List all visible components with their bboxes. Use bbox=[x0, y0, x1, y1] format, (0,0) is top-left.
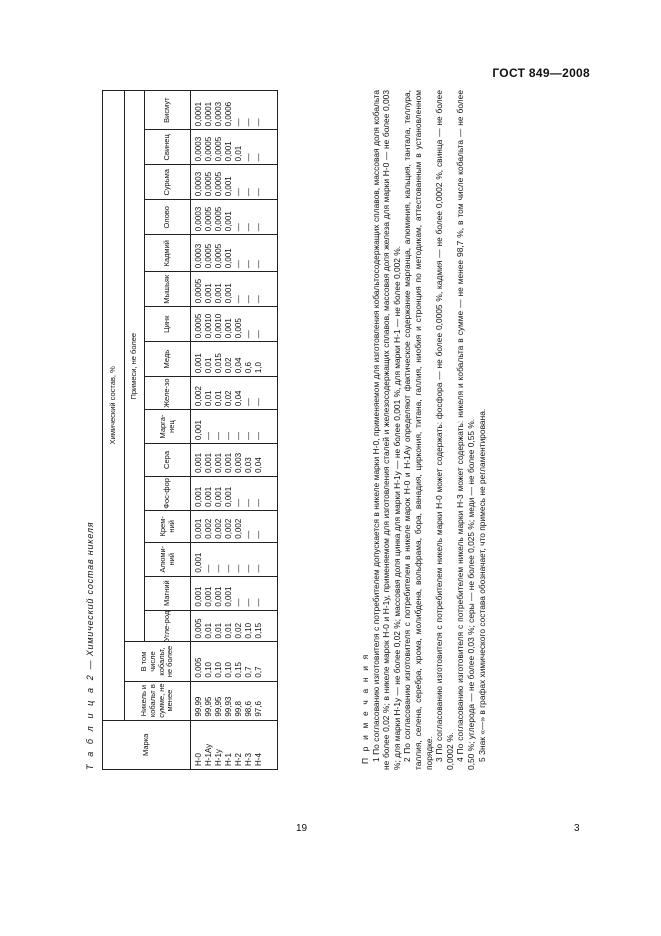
note-item: 5 Знак «—» в графах химического состава обозначает, что примесь не регламентирована. bbox=[476, 408, 487, 762]
table-cell: — bbox=[244, 260, 253, 269]
table-cell: — bbox=[254, 188, 263, 197]
table-cell: — bbox=[254, 295, 263, 304]
col-head-impurity: Магний bbox=[145, 576, 191, 610]
col-head-impurity: Фос-фор bbox=[145, 476, 191, 510]
note-item: 1 По согласованию изготовителя с потребителем допускается в никеле марки Н-0, применяемом для изготовления кобальтосодержащих сплавов, массовая доля кобальта не более 0,02 %; в никеле марок Н-0 и Н-1у, применяемом для изготовления сталей и железосодержащих сплавов, массовая доля железа для марки Н-0 — не более 0,003 %; для марки Н-1у — не более 0,02 %; массовая доля цинка для марки Н-1у — не более 0,001 %, для марки Н-1 — не более 0,002 %. bbox=[370, 90, 402, 770]
table-cell: 0,0010 bbox=[204, 313, 213, 339]
table-column-values bbox=[191, 476, 278, 510]
table-caption bbox=[85, 522, 95, 770]
chemical-composition-table bbox=[102, 90, 278, 770]
note-item: 4 По согласованию изготовителя с потребителем никель марки Н-3 может содержать: никеля и кобальта в сумме — не менее 98,7 %, в том числе кобальта — не более 0,50 %; углерода — не более 0,03 %; серы — не более 0,025 %; меди — не более 0,55 %. bbox=[455, 90, 476, 770]
table-cell: 0,001 bbox=[214, 486, 223, 507]
table-cell: — bbox=[244, 153, 253, 162]
table-cell: 99,95 bbox=[214, 696, 223, 717]
page-number-right: 3 bbox=[574, 823, 580, 834]
table-cell: — bbox=[244, 330, 253, 339]
table-cell: 0,04 bbox=[254, 457, 263, 473]
table-cell: — bbox=[254, 498, 263, 507]
table-cell: Н-1 bbox=[224, 753, 233, 766]
table-column-values bbox=[191, 307, 278, 342]
table-cell: Н-0 bbox=[194, 753, 203, 766]
table-cell: 0,0005 bbox=[204, 171, 213, 197]
table-cell: 0,02 bbox=[224, 357, 233, 374]
table-cell: — bbox=[234, 432, 243, 441]
table-cell: 0,01 bbox=[204, 357, 213, 374]
table-cell: Н-1Ау bbox=[204, 743, 213, 766]
table-cell: 0,04 bbox=[234, 357, 243, 374]
table-column-values bbox=[191, 542, 278, 576]
table-column-values bbox=[191, 576, 278, 610]
page-number-left: 19 bbox=[296, 823, 308, 834]
col-head-impurities: Примеси, не более bbox=[125, 91, 145, 642]
table-column-values bbox=[191, 165, 278, 200]
notes-heading: П р и м е ч а н и я bbox=[360, 652, 370, 764]
table-cell: — bbox=[254, 398, 263, 407]
table-cell: 0,001 bbox=[194, 486, 203, 507]
table-cell: — bbox=[234, 118, 243, 127]
table-cell: 0,0005 bbox=[204, 136, 213, 162]
table-caption-prefix: Т а б л и ц а 2 bbox=[85, 672, 95, 770]
table-column-values bbox=[191, 272, 278, 307]
table-cell: 0,10 bbox=[244, 622, 253, 639]
table-cell: 0,01 bbox=[204, 622, 213, 639]
rotated-table-block bbox=[85, 90, 580, 770]
table-cell: — bbox=[224, 432, 233, 441]
col-head-impurity: Сурьма bbox=[145, 165, 191, 200]
col-head-impurity: Угле-род bbox=[145, 610, 191, 642]
table-cell: — bbox=[244, 223, 253, 232]
table-cell: 0,0005 bbox=[214, 206, 223, 232]
table-cell: 0,15 bbox=[234, 661, 243, 678]
table-cell: 0,0005 bbox=[204, 206, 213, 232]
table-cell: 0,0005 bbox=[194, 313, 203, 339]
note-item: 3 По согласованию изготовителя с потребителем никель марки Н-0 может содержать: фосфора — не более 0,0005 %, кадмия — не более 0,0002 %, свинца — не более 0,0002 %. bbox=[434, 90, 455, 770]
col-head-impurity: Марга-нец bbox=[145, 410, 191, 444]
table-cell: 0,15 bbox=[254, 622, 263, 639]
table-cell: 0,001 bbox=[194, 452, 203, 473]
table-cell: 0,001 bbox=[224, 486, 233, 507]
standard-number: ГОСТ 849—2008 bbox=[492, 66, 590, 80]
table-cell: 99,8 bbox=[234, 701, 243, 717]
table-cell: — bbox=[244, 498, 253, 507]
table-cell: 0,0001 bbox=[194, 101, 203, 127]
table-column-values bbox=[191, 444, 278, 477]
table-column-values bbox=[191, 235, 278, 272]
table-cell: 0,001 bbox=[194, 586, 203, 607]
table-cell: 0,001 bbox=[224, 586, 233, 607]
table-cell: 0,01 bbox=[234, 145, 243, 162]
table-cell: 0,003 bbox=[234, 452, 243, 473]
table-cell: 0,001 bbox=[224, 248, 233, 269]
table-cell: 0,001 bbox=[204, 452, 213, 473]
table-cell: 0,001 bbox=[204, 283, 213, 304]
table-cell: 98,6 bbox=[244, 701, 253, 717]
table-cell: — bbox=[244, 598, 253, 607]
table-cell: 0,01 bbox=[224, 622, 233, 639]
table-cell: 0,0003 bbox=[194, 243, 203, 269]
table-column-values bbox=[191, 377, 278, 410]
table-notes bbox=[360, 90, 487, 770]
note-item: 2 По согласованию изготовителя с потребителем в никеле марок Н-0 и Н-1Ау определяют фактическое содержание марганца, алюминия, кальция, тантала, теллура, таллия, селена, серебра, хрома, молибдена, вольфрама, бора, ванадия, циркония, титана, галлия, ниобия и стронция по методикам, аттестованным в установленном порядке. bbox=[402, 90, 434, 770]
col-head-chem-comp: Химический состав, % bbox=[103, 91, 125, 721]
table-cell: 0,005 bbox=[194, 618, 203, 639]
table-cell: 0,001 bbox=[194, 353, 203, 374]
table-cell: 99,95 bbox=[204, 696, 213, 717]
table-cell: Н-2 bbox=[234, 753, 243, 766]
table-cell: 0,0005 bbox=[204, 243, 213, 269]
table-cell: — bbox=[254, 260, 263, 269]
table-cell: — bbox=[254, 530, 263, 539]
table-cell: — bbox=[254, 432, 263, 441]
table-cell: 0,01 bbox=[204, 390, 213, 407]
table-cell: — bbox=[214, 564, 223, 573]
table-cell: 0,0003 bbox=[194, 136, 203, 162]
table-column-values bbox=[191, 200, 278, 235]
table-cell: — bbox=[234, 598, 243, 607]
table-cell: — bbox=[234, 260, 243, 269]
table-cell: 0,001 bbox=[224, 141, 233, 162]
table-cell: — bbox=[254, 118, 263, 127]
table-cell: — bbox=[244, 530, 253, 539]
table-cell: — bbox=[234, 498, 243, 507]
table-cell: 0,005 bbox=[234, 318, 243, 339]
table-cell: 0,03 bbox=[244, 457, 253, 473]
table-cell: 0,7 bbox=[244, 666, 253, 678]
table-cell: 0,0003 bbox=[194, 206, 203, 232]
table-cell: 0,001 bbox=[204, 586, 213, 607]
table-cell: 0,001 bbox=[214, 452, 223, 473]
col-head-impurity: Сера bbox=[145, 444, 191, 477]
table-cell: 0,001 bbox=[214, 586, 223, 607]
table-cell: — bbox=[244, 398, 253, 407]
table-cell: 0,0003 bbox=[194, 171, 203, 197]
table-cell: 0,6 bbox=[244, 362, 253, 374]
table-cell: 97,6 bbox=[254, 701, 263, 717]
table-cell: — bbox=[234, 188, 243, 197]
table-cell: 0,001 bbox=[214, 283, 223, 304]
table-cell: 0,001 bbox=[224, 211, 233, 232]
table-cell: 0,0005 bbox=[214, 243, 223, 269]
table-cell: 0,001 bbox=[224, 283, 233, 304]
table-cell: 0,002 bbox=[204, 518, 213, 539]
table-cell: Н-3 bbox=[244, 753, 253, 766]
table-cell: Н-1у bbox=[214, 749, 223, 766]
table-cell: 0,10 bbox=[204, 661, 213, 678]
table-cell: 0,02 bbox=[234, 622, 243, 639]
table-cell: — bbox=[254, 564, 263, 573]
col-head-impurity: Медь bbox=[145, 342, 191, 377]
table-cell: — bbox=[254, 598, 263, 607]
table-cell: — bbox=[254, 223, 263, 232]
table-column-values bbox=[191, 610, 278, 642]
table-cell: 0,0001 bbox=[204, 101, 213, 127]
table-column-values bbox=[191, 681, 278, 720]
table-cell: 0,01 bbox=[214, 390, 223, 407]
table-cell: 0,0006 bbox=[224, 101, 233, 127]
table-column-values bbox=[191, 410, 278, 444]
col-head-impurity: Висмут bbox=[145, 91, 191, 130]
table-cell: 0,001 bbox=[204, 486, 213, 507]
table-cell: 0,001 bbox=[194, 419, 203, 441]
table-cell: — bbox=[244, 564, 253, 573]
table-cell: 0,0005 bbox=[214, 171, 223, 197]
table-cell: — bbox=[244, 432, 253, 441]
table-cell: — bbox=[204, 564, 213, 573]
table-cell: — bbox=[254, 330, 263, 339]
table-cell: 0,015 bbox=[214, 353, 223, 374]
table-cell: 0,002 bbox=[194, 386, 203, 407]
table-cell: 0,001 bbox=[224, 452, 233, 473]
table-cell: 0,001 bbox=[194, 518, 203, 539]
table-cell: 0,002 bbox=[234, 518, 243, 539]
table-cell: 0,02 bbox=[224, 390, 233, 407]
col-head-cobalt-incl: В том числе кобальт, не более bbox=[125, 642, 191, 681]
table-cell: 99,99 bbox=[194, 696, 203, 717]
col-head-nickel-cobalt: Никель и кобальт в сумме, не менее bbox=[125, 681, 191, 720]
table-cell: 0,10 bbox=[214, 661, 223, 678]
col-head-grade: Марка bbox=[103, 720, 191, 769]
table-column-values bbox=[191, 342, 278, 377]
table-caption-title: — Химический состав никеля bbox=[85, 521, 95, 670]
table-cell: 0,0005 bbox=[194, 278, 203, 304]
table-cell: — bbox=[244, 188, 253, 197]
table-cell: 0,0003 bbox=[214, 101, 223, 127]
table-column-values bbox=[191, 642, 278, 681]
table-cell: — bbox=[234, 223, 243, 232]
table-cell: 0,7 bbox=[254, 666, 263, 678]
col-head-impurity: Олово bbox=[145, 200, 191, 235]
col-head-impurity: Крем-ний bbox=[145, 510, 191, 542]
table-cell: 99,93 bbox=[224, 696, 233, 717]
table-cell: 0,001 bbox=[224, 176, 233, 197]
table-cell: — bbox=[254, 153, 263, 162]
col-head-impurity: Цинк bbox=[145, 307, 191, 342]
table-cell: 0,01 bbox=[214, 622, 223, 639]
col-head-impurity: Алюми-ний bbox=[145, 542, 191, 576]
table-column-values bbox=[191, 91, 278, 130]
col-head-impurity: Кадмий bbox=[145, 235, 191, 272]
table-cell: 0,10 bbox=[224, 661, 233, 678]
table-cell: — bbox=[234, 564, 243, 573]
table-cell: — bbox=[244, 295, 253, 304]
col-head-impurity: Мышьяк bbox=[145, 272, 191, 307]
table-cell: — bbox=[234, 295, 243, 304]
table-cell: 0,0010 bbox=[214, 313, 223, 339]
table-cell: — bbox=[214, 432, 223, 441]
table-cell: Н-4 bbox=[254, 753, 263, 766]
col-head-impurity: Свинец bbox=[145, 130, 191, 165]
table-cell: 0,005 bbox=[194, 657, 203, 678]
table-column-values bbox=[191, 130, 278, 165]
table-cell: 0,001 bbox=[224, 318, 233, 339]
col-head-impurity: Желе-зо bbox=[145, 377, 191, 410]
table-cell: 0,002 bbox=[214, 518, 223, 539]
table-cell: — bbox=[244, 118, 253, 127]
table-cell: 0,04 bbox=[234, 390, 243, 407]
table-cell: 0,001 bbox=[194, 552, 203, 573]
table-cell: 1,0 bbox=[254, 362, 263, 374]
table-cell: — bbox=[224, 564, 233, 573]
table-cell: — bbox=[204, 432, 213, 441]
table-cell: 0,0005 bbox=[214, 136, 223, 162]
table-column-values bbox=[191, 510, 278, 542]
table-cell: 0,002 bbox=[224, 518, 233, 539]
table-column-values bbox=[191, 720, 278, 769]
